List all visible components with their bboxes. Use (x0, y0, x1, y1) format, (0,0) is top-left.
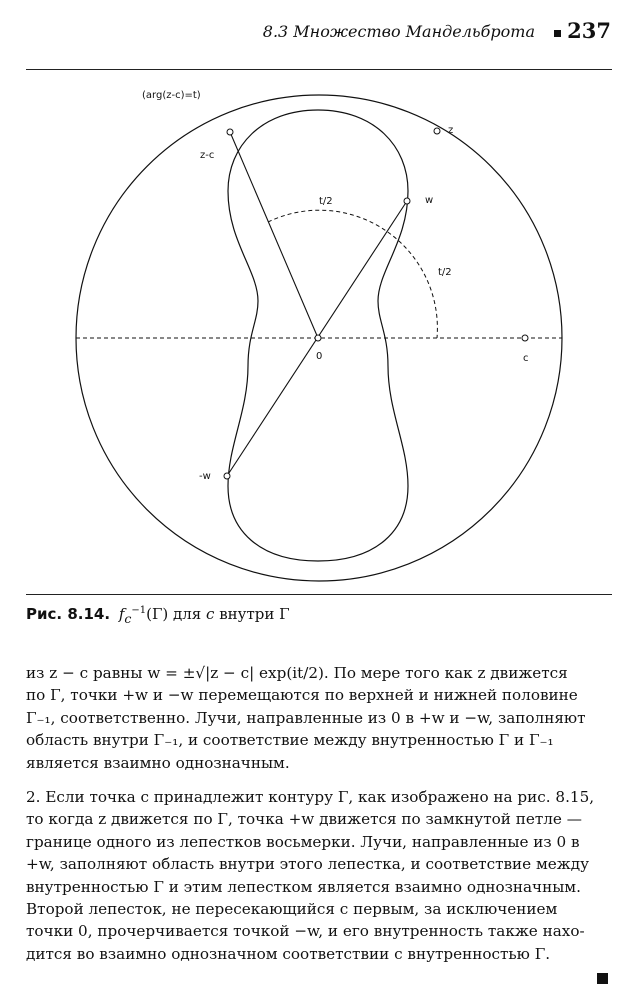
text-line: из z − c равны w = ±√|z − c| exp(it/2). По мере того как z движется (26, 664, 568, 682)
text-line: область внутри Γ₋₁, и соответствие между внутренностью Γ и Γ₋₁ (26, 731, 554, 750)
caption-f: f (118, 605, 125, 623)
caption-c: c (206, 605, 215, 623)
text-line: Γ₋₁, соответственно. Лучи, направленные из 0 в +w и −w, заполняют (26, 708, 586, 727)
text-line: границе одного из лепестков восьмерки. Лучи, направленные из 0 в (26, 832, 580, 851)
page-header (26, 18, 611, 46)
text-line: то когда z движется по Γ, точка +w движется по замкнутой петле — (26, 810, 582, 829)
label-zero: 0 (316, 351, 323, 362)
text-line: внутренностью Γ и этим лепестком является взаимно однозначным. (26, 877, 581, 896)
point-z-minus-c (227, 129, 233, 135)
label-w: w (425, 195, 434, 206)
caption-label: Рис. 8.14. (26, 605, 111, 623)
label-t2-top: t/2 (319, 196, 333, 207)
figure-caption (26, 605, 290, 626)
angle-arc (268, 210, 437, 338)
header-separator-square (554, 30, 561, 37)
paragraph-1 (26, 662, 612, 774)
text-line: 2. Если точка c принадлежит контуру Γ, как изображено на рис. 8.15, (26, 788, 595, 806)
point-c (522, 335, 528, 341)
label-z-minus-c: z-c (200, 150, 215, 161)
label-z: z (448, 125, 454, 136)
label-c: c (523, 353, 529, 364)
point-z (434, 128, 440, 134)
label-minus-w: -w (199, 471, 211, 482)
text-line: +w, заполняют область внутри этого лепестка, и соответствие между (26, 855, 590, 874)
text-line: по Γ, точки +w и −w перемещаются по верхней и нижней половине (26, 686, 578, 705)
figure-bottom-rule (26, 594, 612, 595)
figure-8-14 (0, 76, 641, 596)
text-line: дится во взаимно однозначном соответствии с внутренностью Γ. (26, 944, 551, 963)
caption-sup: −1 (131, 605, 147, 616)
caption-sub: c (124, 611, 132, 626)
page-number: 237 (567, 18, 611, 43)
ray-z-minus-c (230, 132, 318, 338)
point-minus-w (224, 473, 230, 479)
running-title: 8.3 Множество Мандельброта (262, 22, 535, 41)
text-line: является взаимно однозначным. (26, 753, 290, 772)
caption-rest: (Γ) для (146, 605, 207, 623)
top-rule (26, 69, 612, 70)
text-line: Второй лепесток, не пересекающийся с первым, за исключением (26, 900, 558, 919)
point-origin (315, 335, 321, 341)
label-t2-right: t/2 (438, 267, 452, 278)
end-of-proof-square (597, 973, 608, 984)
text-line: точки 0, прочерчивается точкой −w, и его внутренность также нахо- (26, 922, 585, 941)
point-w (404, 198, 410, 204)
caption-tail: внутри Γ (214, 605, 290, 623)
label-arg: (arg(z-c)=t) (142, 90, 201, 101)
paragraph-2 (26, 786, 612, 965)
